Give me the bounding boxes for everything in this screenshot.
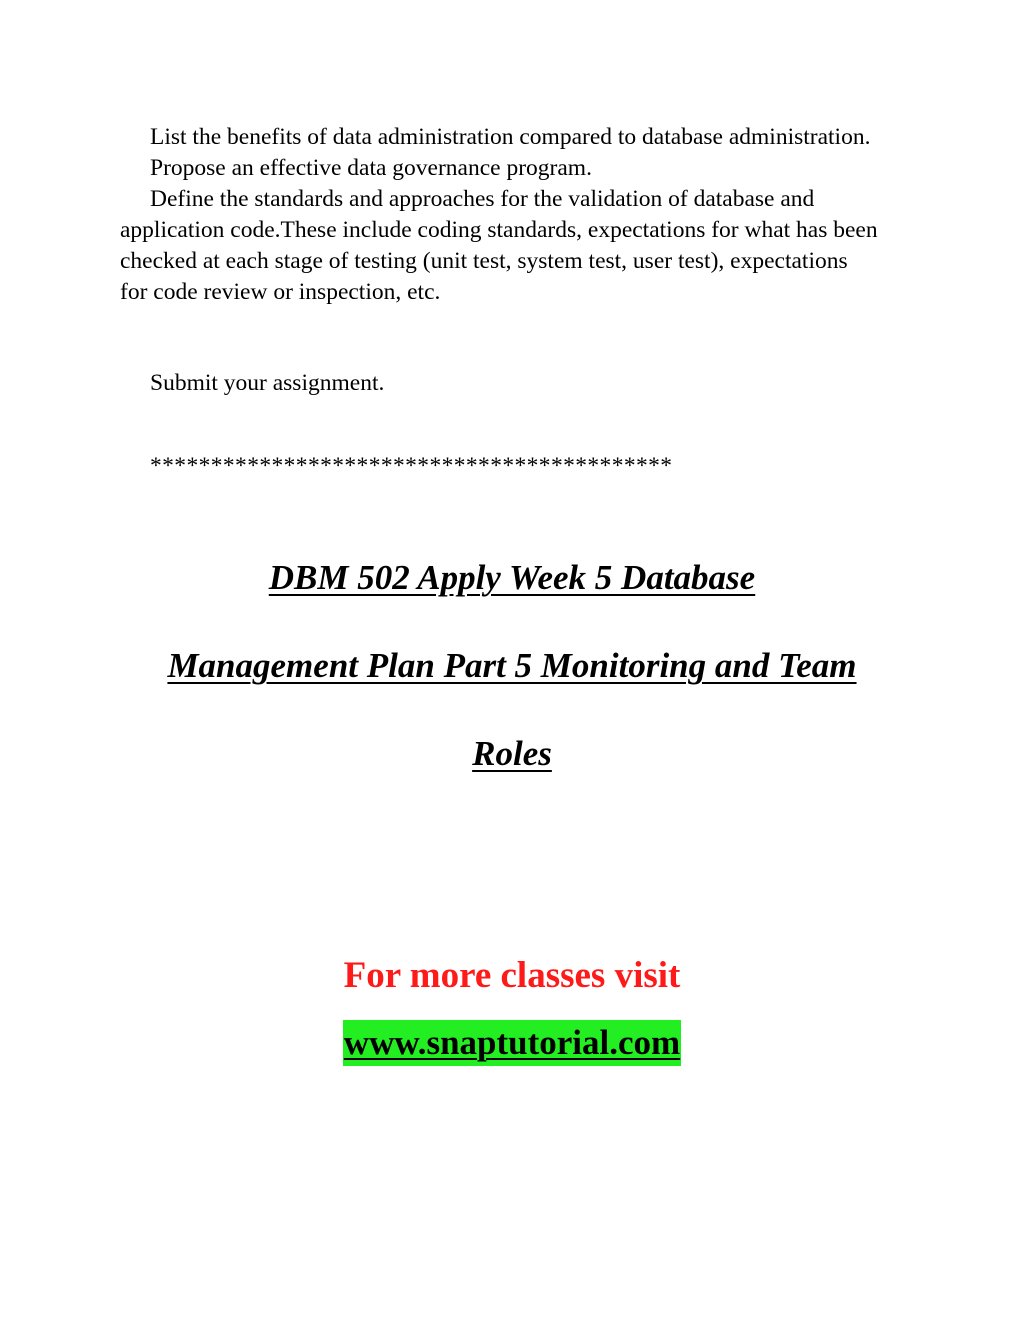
- assignment-instructions: [120, 122, 880, 482]
- instruction-paragraph: Propose an effective data governance program.: [150, 155, 592, 181]
- course-title-line-1: DBM 502 Apply Week 5 Database: [268, 558, 756, 597]
- submit-instruction: Submit your assignment.: [150, 370, 385, 396]
- course-title-line-2: Management Plan Part 5 Monitoring and Team: [167, 646, 857, 685]
- promo-text: For more classes visit: [343, 955, 681, 996]
- course-title-line-3: Roles: [472, 734, 552, 773]
- instruction-paragraph: Define the standards and approaches for the validation of database and application code.These include coding standards, expectations for what has been checked at each stage of testing (unit test, system test, user test), expectations for code review or inspection, etc.: [120, 186, 878, 305]
- website-link[interactable]: www.snaptutorial.com: [343, 1020, 681, 1066]
- asterisk-separator: *******************************************: [150, 453, 673, 479]
- website-link-container: [0, 1020, 1024, 1066]
- spacer: [120, 399, 880, 451]
- spacer: [120, 308, 880, 368]
- instruction-paragraph: List the benefits of data administration compared to database administration.: [150, 124, 871, 150]
